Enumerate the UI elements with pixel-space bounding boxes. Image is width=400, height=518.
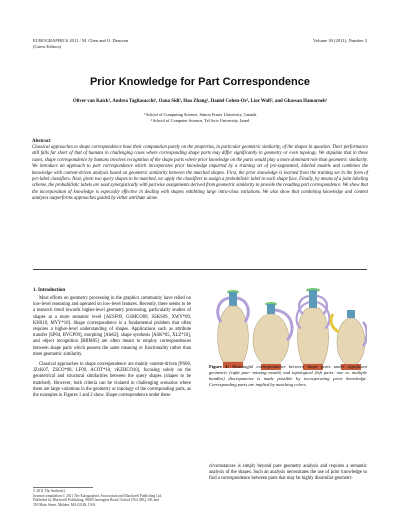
vase-shape <box>331 310 367 370</box>
author-list: Oliver van Kaick¹, Andrea Tagliasacchi¹, Oana Sidi², Hao Zhang¹, Daniel Cohen-Or², Lior Wolf², and Ghassan Hamarneh¹ <box>72 99 328 104</box>
abstract-heading: Abstract <box>32 139 51 144</box>
footnote-line: Published by Blackwell Publishing, 9600 Garsington Road, Oxford OX4 2DQ, UK and <box>33 498 159 503</box>
abstract-text: Classical approaches to shape correspondence base their computation purely on the properties, in particular geometric similarity, of the shapes in question. Their performance still falls far short of that of humans in challenging cases where corresponding shape parts may differ significantly in geometry or even topology. We stipulate that in these cases, shape correspondence by humans involves recognition of the shape parts where prior knowledge on the parts would play a more dominant role than geometric similarity. We introduce an approach to part correspondence which incorporates prior knowledge imparted by a training set of pre-segmented, labeled models and combines the knowledge with content-driven analysis based on geometric similarity between the matched shapes. First, the prior knowledge is learned from the training set in the form of per-label classifiers. Next, given two query shapes to be matched, we apply the classifiers to assign a probabilistic label to each shape face. Finally, by means of a joint labeling scheme, the probabilistic labels are used synergistically with pairwise assignments derived from geometric similarity to provide the resulting part correspondence. We show that the incorporation of knowledge is especially effective in dealing with shapes exhibiting large intra-class variations. We also show that combining knowledge and content analyses outperforms approaches guided by either attribute alone. <box>32 145 368 202</box>
intro-paragraph-2: Classical approaches to shape correspondence are mainly content-driven [PS06, JZvK07, ZSCO*08, LF09, ACOT*10, vKZHCO10], focusing solely on the geometrical and structural similarities between the query shapes (shapes to be matched). However, both criteria can be violated in challenging scenarios where there are large variations in the geometry or topology of the corresponding parts, as the examples in Figures 1 and 2 show. Shape correspondence under these <box>33 362 191 399</box>
paper-title: Prior Knowledge for Part Correspondence <box>89 76 311 88</box>
editors-line: (Guest Editors) <box>33 44 62 49</box>
figure-1-caption <box>209 364 367 388</box>
vase-shape <box>253 302 292 370</box>
figure-caption-text: Meaningful correspondence between shape parts under significant geometric (right pair: missing mouth) and topological (left pairs: one vs. multiple handles) discrepancies is made possible by incorporating prior knowledge. Corresponding parts are implied by matching colors. <box>209 364 367 388</box>
copyright-footnote <box>33 489 193 507</box>
vase-shape <box>218 290 249 368</box>
affiliation-1: ¹ School of Computing Science, Simon Fraser University, Canada <box>143 112 257 117</box>
footnote-divider <box>33 487 93 488</box>
footnote-line: Journal compilation © 2011 The Eurographics Association and Blackwell Publishing Ltd. <box>33 493 162 498</box>
intro-paragraph-1: Most efforts on geometry processing in the graphics community have relied on low-level reasoning and operated on low-level features. Recently, there seems to be a research trend towards higher-level geometry processing, particularly studies of shapes at a more semantic level [AESF09, GSMCO09, SSKS09, XWY*09, KHS10, MYY*10]. Shape correspondence is a fundamental problem that often requires a higher-level understanding of shapes. Applications such as attribute transfer [SP04, BVGP09], morphing [Ale02], shape synthesis [ASK*05, XLZ*10], and object recognition [BBM05] are often meant to employ correspondences between shape parts which possess the same meaning or functionality rather than mere geometric similarity. <box>33 296 191 357</box>
conference-line: EUROGRAPHICS 2011 / M. Chen and O. Deussen <box>33 38 129 43</box>
section-heading: 1. Introduction <box>33 288 66 293</box>
vase-shape <box>297 288 330 370</box>
footnote-line: © 2011 The Author(s) <box>33 489 65 493</box>
abstract-divider <box>33 269 367 270</box>
running-header-left <box>33 38 128 50</box>
intro-paragraph-right: circumstances is simply beyond pure geometry analysis and requires a semantic analysis of the shapes. Such an analysis necessitates the use of prior knowledge to find a correspondence between parts that may be highly dissimilar geometri- <box>209 464 367 482</box>
footnote-line: 350 Main Street, Malden, MA 02148, USA. <box>33 502 97 507</box>
left-column <box>33 296 191 399</box>
affiliation-2: ² School of Computer Science, Tel Aviv University, Israel <box>150 118 250 123</box>
figure-label: Figure 1: <box>209 364 229 369</box>
volume-line: Volume 30 (2011), Number 2 <box>313 38 367 43</box>
